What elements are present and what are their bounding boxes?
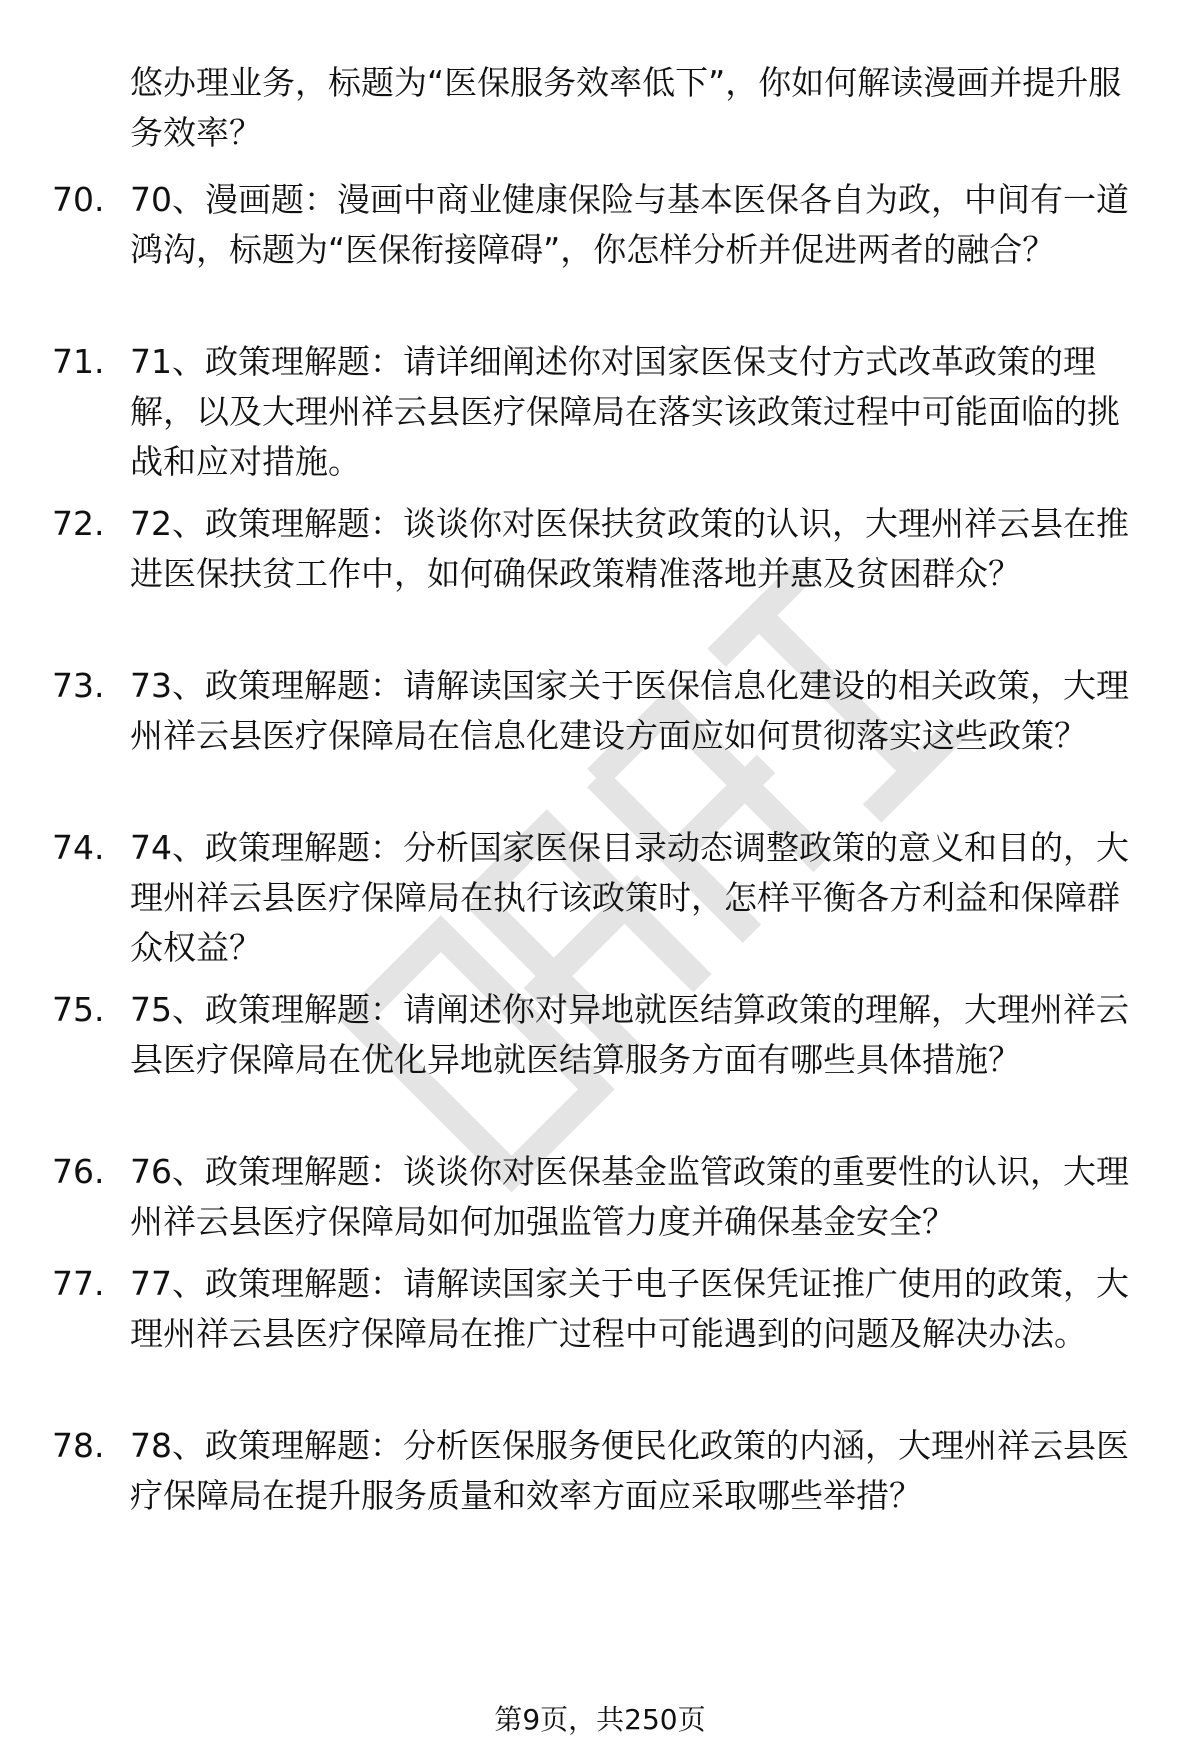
- question-text: 70、漫画题：漫画中商业健康保险与基本医保各自为政，中间有一道鸿沟，标题为“医保衔接障碍”，你怎样分析并促进两者的融合？: [130, 180, 1129, 269]
- question-text: 73、政策理解题：请解读国家关于医保信息化建设的相关政策，大理州祥云县医疗保障局在信息化建设方面应如何贯彻落实这些政策？: [130, 666, 1129, 755]
- question-78: [52, 1421, 1142, 1521]
- question-number: 77.: [52, 1264, 105, 1303]
- page-footer: 第9页，共250页: [494, 1703, 706, 1736]
- question-number: 78.: [52, 1426, 105, 1465]
- question-number: 73.: [52, 666, 105, 705]
- question-text: 78、政策理解题：分析医保服务便民化政策的内涵，大理州祥云县医疗保障局在提升服务质量和效率方面应采取哪些举措？: [130, 1426, 1129, 1515]
- question-number: 72.: [52, 504, 105, 543]
- question-75: [52, 985, 1142, 1085]
- question-73: [52, 661, 1142, 761]
- question-text: 71、政策理解题：请详细阐述你对国家医保支付方式改革政策的理解，以及大理州祥云县医疗保障局在落实该政策过程中可能面临的挑战和应对措施。: [130, 342, 1120, 481]
- question-77: [52, 1259, 1142, 1359]
- question-number: 70.: [52, 180, 105, 219]
- question-69-continuation: 悠办理业务，标题为“医保服务效率低下”，你如何解读漫画并提升服务效率？: [130, 63, 1122, 152]
- question-72: [52, 499, 1142, 599]
- question-text: 76、政策理解题：谈谈你对医保基金监管政策的重要性的认识，大理州祥云县医疗保障局如何加强监管力度并确保基金安全？: [130, 1152, 1129, 1241]
- question-text: 74、政策理解题：分析国家医保目录动态调整政策的意义和目的，大理州祥云县医疗保障局在执行该政策时，怎样平衡各方利益和保障群众权益？: [130, 828, 1129, 967]
- question-number: 76.: [52, 1152, 105, 1191]
- question-76: [52, 1147, 1142, 1247]
- question-text: 75、政策理解题：请阐述你对异地就医结算政策的理解，大理州祥云县医疗保障局在优化异地就医结算服务方面有哪些具体措施？: [130, 990, 1129, 1079]
- question-number: 71.: [52, 342, 105, 381]
- question-71: [52, 337, 1142, 487]
- question-number: 75.: [52, 990, 105, 1029]
- question-text: 72、政策理解题：谈谈你对医保扶贫政策的认识，大理州祥云县在推进医保扶贫工作中，如何确保政策精准落地并惠及贫困群众？: [130, 504, 1129, 593]
- question-text: 77、政策理解题：请解读国家关于电子医保凭证推广使用的政策，大理州祥云县医疗保障局在推广过程中可能遇到的问题及解决办法。: [130, 1264, 1129, 1353]
- question-number: 74.: [52, 828, 105, 867]
- question-74: [52, 823, 1142, 973]
- question-70: [52, 175, 1142, 275]
